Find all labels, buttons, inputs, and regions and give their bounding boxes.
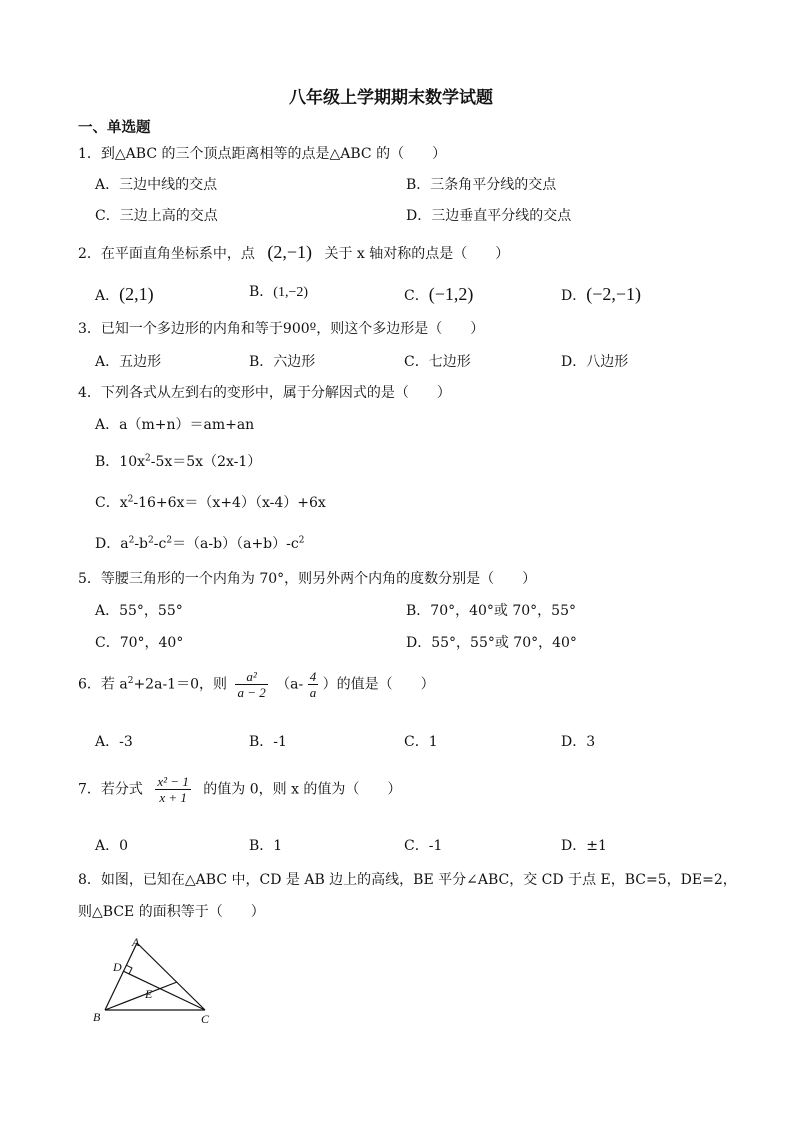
question-2-point: (2,−1) — [267, 242, 313, 262]
option-label: A． — [95, 288, 120, 304]
option-value: (−1,2) — [428, 284, 474, 304]
question-2-stem-post: 关于 x 轴对称的点是（ ） — [324, 246, 510, 262]
question-8-stem-line2: 则△BCE 的面积等于（ ） — [78, 904, 265, 920]
question-5-option-d[interactable]: D．55°，55°或 70°，40° — [406, 635, 577, 651]
question-6-stem: 6．若 $a^2+2a-1=0$，则 $\frac{\text{a²}}{a - 2}$ （a- $\frac{4}{a}$ ）的值是（ ） — [78, 669, 435, 700]
question-7-stem: 7．若分式 $\frac{\text{x² − 1}}{x + 1}$ 的值为 0，则 x 的值为（ ） — [78, 774, 402, 805]
question-6-option-a[interactable]: A．-3 — [95, 734, 133, 750]
question-3-option-a[interactable]: A．五边形 — [95, 354, 162, 370]
section-heading: 一、单选题 — [78, 120, 151, 136]
label-e: E — [145, 987, 153, 1001]
question-2-stem-pre: 2．在平面直角坐标系中，点 — [78, 246, 255, 262]
question-1-option-b[interactable]: B．三条角平分线的交点 — [406, 177, 557, 193]
option-label: B． — [249, 284, 274, 300]
question-7-option-c[interactable]: C．-1 — [404, 838, 443, 854]
question-4-stem: 4．下列各式从左到右的变形中，属于分解因式的是（ ） — [78, 385, 451, 401]
option-value: (−2,−1) — [586, 284, 642, 304]
label-a: A — [132, 935, 140, 949]
fraction-x2-minus-1-over-x-plus-1: $\frac{\text{x² − 1}}{x + 1}$ — [157, 774, 189, 805]
question-8-stem-line1: 8．如图，已知在△ABC 中，CD 是 AB 边上的高线，BE 平分∠ABC，交 CD 于点 E，BC=5，DE=2， — [78, 872, 737, 888]
triangle-figure — [85, 935, 225, 1035]
question-2-option-c[interactable] — [404, 285, 473, 303]
question-7-option-b[interactable]: B．1 — [249, 838, 283, 854]
page-title: 八年级上学期期末数学试题 — [289, 88, 493, 108]
question-6-option-d[interactable]: D．3 — [561, 734, 596, 750]
question-2-stem — [78, 243, 509, 261]
option-value: (2,1) — [119, 284, 154, 304]
option-label: D． — [561, 288, 587, 304]
question-1-option-c[interactable]: C．三边上高的交点 — [95, 208, 218, 224]
question-2-option-d[interactable] — [561, 285, 641, 303]
question-4-option-b[interactable]: B．$10x^2-5x=5x(2x-1)$ — [95, 453, 262, 470]
label-c: C — [201, 1012, 210, 1026]
question-1-option-d[interactable]: D．三边垂直平分线的交点 — [406, 208, 572, 224]
question-5-option-b[interactable]: B．70°，40°或 70°，55° — [406, 603, 576, 619]
question-2-option-b[interactable] — [249, 285, 308, 300]
label-b: B — [93, 1010, 101, 1024]
question-1-option-a[interactable]: A．三边中线的交点 — [95, 177, 218, 193]
label-d: D — [113, 960, 122, 974]
fraction-a2-over-a-minus-2: $\frac{\text{a²}}{a - 2}$ — [237, 669, 266, 700]
question-1-stem: 1．到△ABC 的三个顶点距离相等的点是△ABC 的（ ） — [78, 146, 447, 162]
question-6-option-b[interactable]: B．-1 — [249, 734, 287, 750]
question-2-option-a[interactable] — [95, 285, 154, 303]
question-5-stem: 5．等腰三角形的一个内角为 70°，则另外两个内角的度数分别是（ ） — [78, 571, 537, 587]
question-6-option-c[interactable]: C．1 — [404, 734, 438, 750]
question-7-option-a[interactable]: A．0 — [95, 838, 129, 854]
fraction-4-over-a: $\frac{4}{a}$ — [309, 669, 317, 700]
segment-cd — [123, 971, 205, 1010]
question-4-option-c[interactable]: C．$x^2-16+6x=(x+4)(x-4)+6x$ — [95, 494, 326, 511]
question-3-option-c[interactable]: C．七边形 — [404, 354, 471, 370]
question-3-option-b[interactable]: B．六边形 — [249, 354, 316, 370]
question-4-option-a[interactable]: A．a（m+n）＝am+an — [95, 417, 255, 433]
question-5-option-c[interactable]: C．70°，40° — [95, 635, 184, 651]
question-4-option-d[interactable]: D．$a^2-b^2-c^2=(a-b)(a+b)-c^2$ — [95, 535, 305, 552]
option-value: (1,−2) — [273, 285, 309, 300]
question-3-option-d[interactable]: D．八边形 — [561, 354, 629, 370]
option-label: C． — [404, 288, 429, 304]
question-7-option-d[interactable]: D．±1 — [561, 838, 607, 854]
question-3-stem: 3．已知一个多边形的内角和等于900º，则这个多边形是（ ） — [78, 321, 485, 337]
question-5-option-a[interactable]: A．55°，55° — [95, 603, 183, 619]
